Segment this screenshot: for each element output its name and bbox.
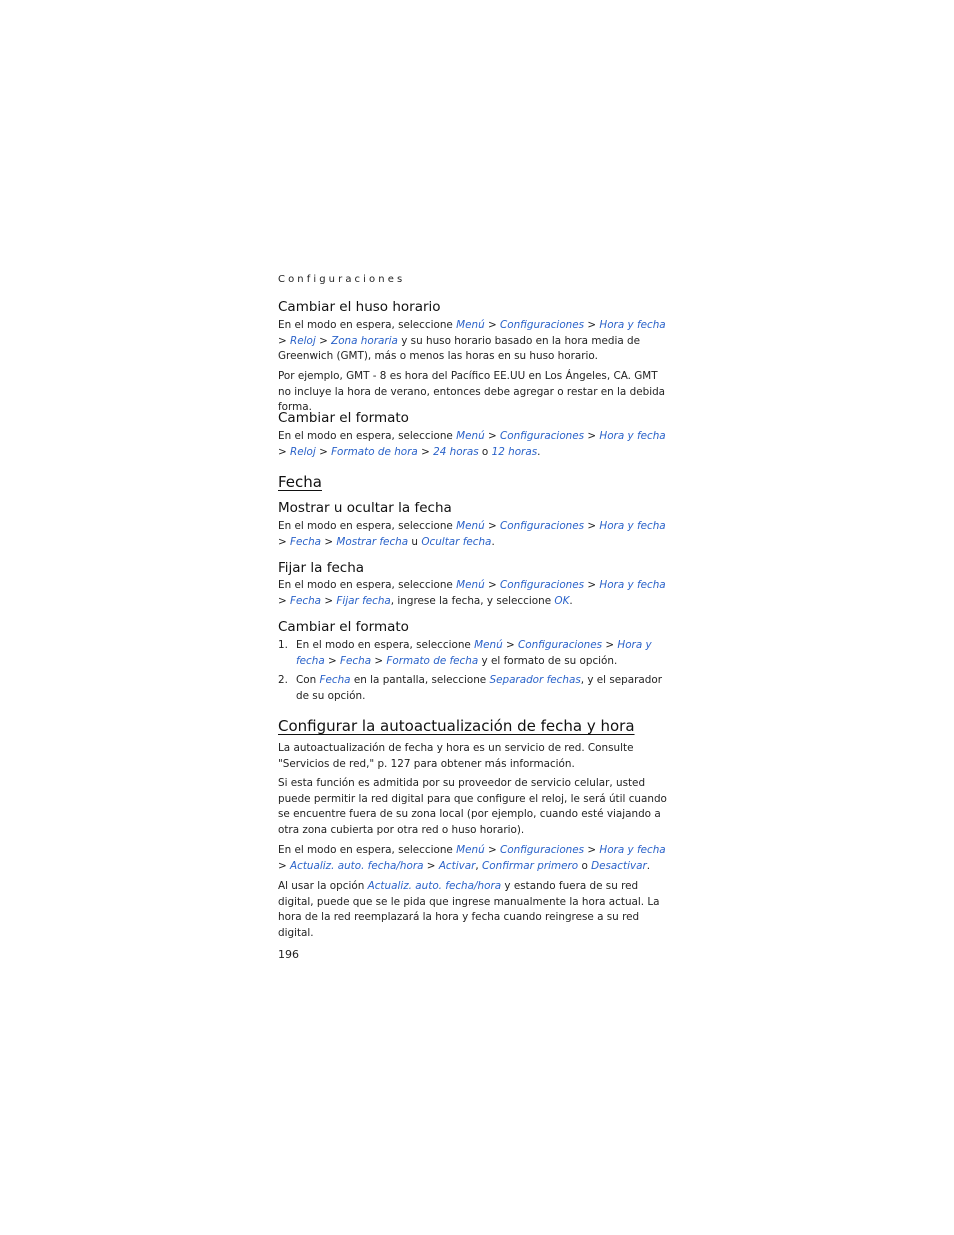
- separador-fechas-link[interactable]: Separador fechas: [489, 674, 581, 686]
- list-item-step-2: [278, 673, 670, 705]
- paragraph-auto-proveedor: Si esta función es admitida por su proveedor de servicio celular, usted puede permitir la red digital para que configure el reloj, le será útil cuando se encuentre fuera de su zona local (por ejemplo, cuando esté viajando a otra zona cubierta por otra red o huso horario).: [278, 777, 667, 836]
- paragraph-fijar-fecha-instructions: En el modo en espera, seleccione Menú > Configuraciones > Hora y fecha > Fecha > Fijar fecha, ingrese la fecha, y seleccione OK.: [278, 579, 666, 607]
- step-number: 1.: [278, 639, 288, 651]
- paragraph-auto-instructions: En el modo en espera, seleccione Menú > Configuraciones > Hora y fecha > Actualiz. auto. fecha/hora > Activar, Confirmar primero o Desactivar.: [278, 844, 666, 872]
- 12-horas-link[interactable]: 12 horas: [491, 445, 538, 458]
- ok-link[interactable]: OK: [554, 594, 570, 607]
- hora-y-fecha-link[interactable]: Hora y fecha: [599, 319, 666, 331]
- heading-fijar-fecha: Fijar la fecha: [278, 560, 365, 576]
- hora-y-fecha-link[interactable]: Hora y fecha: [599, 844, 666, 856]
- hora-y-fecha-link[interactable]: Hora y fecha: [599, 520, 666, 532]
- heading-fecha: Fecha: [278, 473, 322, 491]
- mostrar-fecha-link[interactable]: Mostrar fecha: [336, 535, 409, 548]
- paragraph-formato-hora-instructions: En el modo en espera, seleccione Menú > Configuraciones > Hora y fecha > Reloj > Formato de hora > 24 horas o 12 horas.: [278, 430, 666, 458]
- menu-link[interactable]: Menú: [456, 579, 485, 591]
- paragraph-auto-nota: Al usar la opción Actualiz. auto. fecha/hora y estando fuera de su red digital, puede que se le pida que ingrese manualmente la hora actual. La hora de la red reemplazará la hora y fecha cuando reingrese a su red digital.: [278, 880, 660, 939]
- paragraph-mostrar-fecha-instructions: En el modo en espera, seleccione Menú > Configuraciones > Hora y fecha > Fecha > Mostrar fecha u Ocultar fecha.: [278, 520, 666, 548]
- hora-y-fecha-link[interactable]: Hora y fecha: [599, 579, 666, 591]
- confirmar-primero-link[interactable]: Confirmar primero: [482, 859, 579, 872]
- step-number: 2.: [278, 674, 288, 686]
- configuraciones-link[interactable]: Configuraciones: [499, 579, 585, 591]
- heading-autoactualizacion: Configurar la autoactualización de fecha y hora: [278, 717, 635, 735]
- paragraph-auto-servicio-red: La autoactualización de fecha y hora es un servicio de red. Consulte "Servicios de red," p. 127 para obtener más información.: [278, 742, 634, 770]
- paragraph-huso-instructions: En el modo en espera, seleccione Menú > Configuraciones > Hora y fecha > Reloj > Zona horaria y su huso horario basado en la hora media de Greenwich (GMT), más o menos las horas en su huso horario.: [278, 319, 666, 363]
- running-header: Configuraciones: [278, 274, 406, 285]
- configuraciones-link[interactable]: Configuraciones: [499, 319, 585, 331]
- paragraph-gmt-example: Por ejemplo, GMT - 8 es hora del Pacífico EE.UU en Los Ángeles, CA. GMT no incluye la hora de verano, entonces debe agregar o restar en la debida forma.: [278, 370, 666, 414]
- menu-link[interactable]: Menú: [456, 319, 485, 331]
- fijar-fecha-link[interactable]: Fijar fecha: [336, 594, 391, 607]
- list-item-step-1: [278, 638, 670, 670]
- activar-link[interactable]: Activar: [438, 859, 476, 872]
- heading-mostrar-ocultar-fecha: Mostrar u ocultar la fecha: [278, 500, 452, 516]
- configuraciones-link[interactable]: Configuraciones: [517, 639, 603, 651]
- zona-horaria-link[interactable]: Zona horaria: [331, 334, 398, 347]
- fecha-link[interactable]: Fecha: [319, 674, 351, 686]
- 24-horas-link[interactable]: 24 horas: [433, 445, 479, 458]
- reloj-link[interactable]: Reloj: [290, 334, 316, 347]
- heading-cambiar-huso-horario: Cambiar el huso horario: [278, 299, 441, 315]
- configuraciones-link[interactable]: Configuraciones: [499, 430, 585, 442]
- menu-link[interactable]: Menú: [456, 844, 485, 856]
- step-text: Con Fecha en la pantalla, seleccione Separador fechas, y el separador de su opción.: [296, 674, 663, 702]
- actualiz-auto-link[interactable]: Actualiz. auto. fecha/hora: [290, 859, 424, 872]
- desactivar-link[interactable]: Desactivar: [591, 859, 647, 872]
- configuraciones-link[interactable]: Configuraciones: [499, 844, 585, 856]
- reloj-link[interactable]: Reloj: [290, 445, 316, 458]
- step-text: En el modo en espera, seleccione Menú > Configuraciones > Hora y fecha > Fecha > Formato de fecha y el formato de su opción.: [296, 639, 652, 667]
- fecha-link[interactable]: Fecha: [340, 654, 372, 667]
- fecha-link[interactable]: Fecha: [290, 535, 322, 548]
- heading-cambiar-formato-fecha: Cambiar el formato: [278, 619, 409, 635]
- configuraciones-link[interactable]: Configuraciones: [499, 520, 585, 532]
- fecha-link[interactable]: Fecha: [290, 594, 322, 607]
- hora-y-fecha-link[interactable]: Hora y fecha: [296, 639, 652, 667]
- page-number: 196: [278, 948, 299, 961]
- ocultar-fecha-link[interactable]: Ocultar fecha: [421, 535, 492, 548]
- heading-cambiar-formato-hora: Cambiar el formato: [278, 410, 409, 426]
- hora-y-fecha-link[interactable]: Hora y fecha: [599, 430, 666, 442]
- menu-link[interactable]: Menú: [456, 430, 485, 442]
- menu-link[interactable]: Menú: [474, 639, 503, 651]
- formato-de-hora-link[interactable]: Formato de hora: [331, 445, 418, 458]
- formato-de-fecha-link[interactable]: Formato de fecha: [386, 654, 479, 667]
- menu-link[interactable]: Menú: [456, 520, 485, 532]
- actualiz-auto-link[interactable]: Actualiz. auto. fecha/hora: [367, 880, 502, 892]
